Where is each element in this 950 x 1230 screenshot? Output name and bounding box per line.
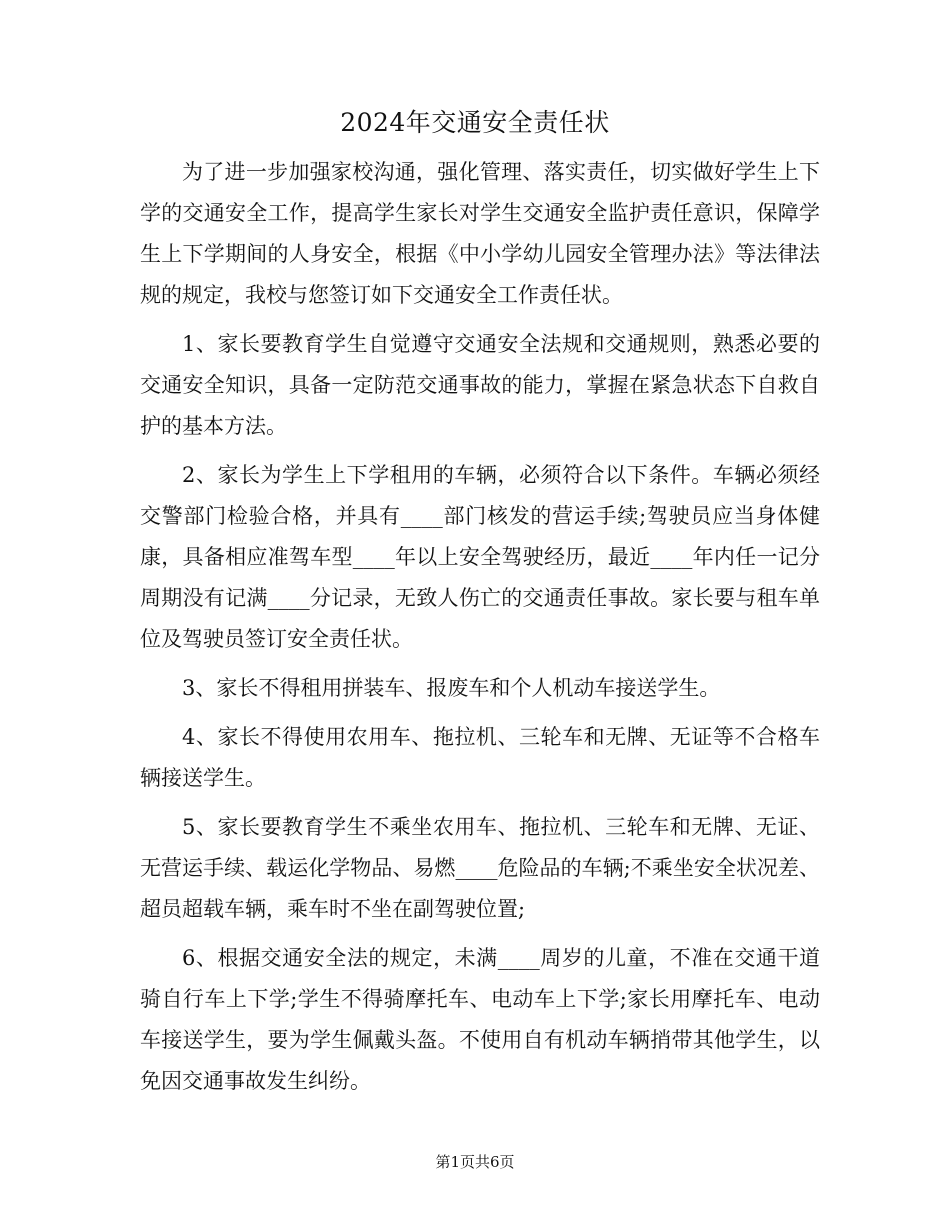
clause-3-paragraph: 3、家长不得租用拼装车、报废车和个人机动车接送学生。 — [182, 676, 721, 700]
clause-5-paragraph: 5、家长要教育学生不乘坐农用车、拖拉机、三轮车和无牌、无证、无营运手续、载运化学物品、易燃____危险品的车辆;不乘坐安全状况差、超员超载车辆，乘车时不坐在副驾驶位置; — [140, 815, 820, 921]
intro-paragraph: 为了进一步加强家校沟通，强化管理、落实责任，切实做好学生上下学的交通安全工作，提高学生家长对学生交通安全监护责任意识，保障学生上下学期间的人身安全，根据《中小学幼儿园安全管理办法》等法律法规的规定，我校与您签订如下交通安全工作责任状。 — [140, 160, 820, 307]
page-number-footer: 第1页共6页 — [435, 1153, 515, 1171]
document-body — [140, 152, 820, 1110]
clause-4-paragraph: 4、家长不得使用农用车、拖拉机、三轮车和无牌、无证等不合格车辆接送学生。 — [140, 725, 820, 790]
clause-6-paragraph: 6、根据交通安全法的规定，未满____周岁的儿童，不准在交通干道骑自行车上下学;学生不得骑摩托车、电动车上下学;家长用摩托车、电动车接送学生，要为学生佩戴头盔。不使用自有机动车辆捎带其他学生，以免因交通事故发生纠纷。 — [140, 946, 820, 1093]
clause-2-paragraph: 2、家长为学生上下学租用的车辆，必须符合以下条件。车辆必须经交警部门检验合格，并具有____部门核发的营运手续;驾驶员应当身体健康，具备相应准驾车型____年以上安全驾驶经历，最近____年内任一记分周期没有记满____分记录，无致人伤亡的交通责任事故。家长要与租车单位及驾驶员签订安全责任状。 — [140, 463, 820, 651]
clause-1-paragraph: 1、家长要教育学生自觉遵守交通安全法规和交通规则，熟悉必要的交通安全知识，具备一定防范交通事故的能力，掌握在紧急状态下自救自护的基本方法。 — [140, 332, 820, 438]
document-title: 2024年交通安全责任状 — [340, 108, 610, 137]
